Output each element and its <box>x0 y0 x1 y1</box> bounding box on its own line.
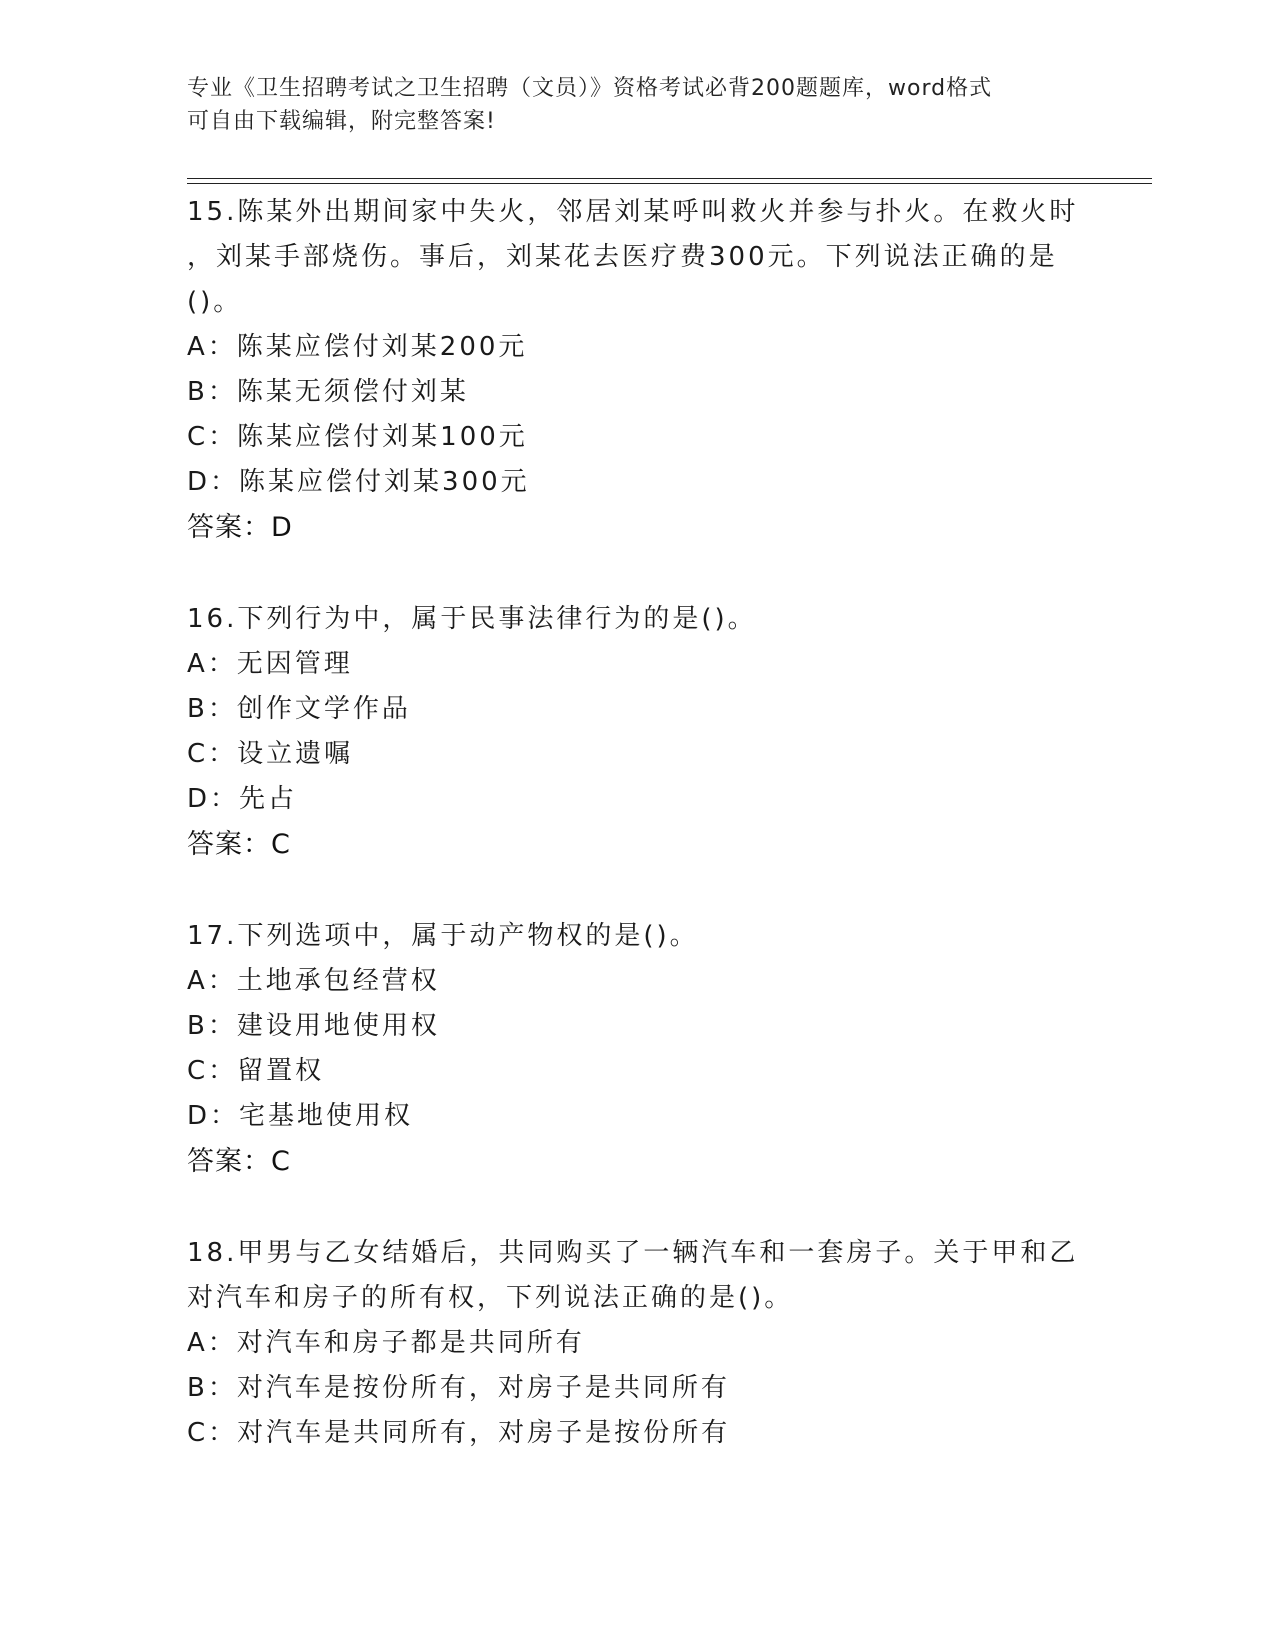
question-text-line: 对汽车和房子的所有权，下列说法正确的是()。 <box>187 1283 794 1313</box>
question-text-line: ()。 <box>187 287 243 317</box>
option-b: B：创作文学作品 <box>187 694 411 724</box>
option-b: B：建设用地使用权 <box>187 1011 440 1041</box>
spacer <box>187 868 1087 914</box>
option-c: C：陈某应偿付刘某100元 <box>187 422 528 452</box>
answer: 答案：C <box>187 829 291 860</box>
question-text-line: 18.甲男与乙女结婚后，共同购买了一辆汽车和一套房子。关于甲和乙 <box>187 1238 1079 1268</box>
header-line-2: 可自由下载编辑，附完整答案! <box>187 109 496 134</box>
option-c: C：设立遗嘱 <box>187 739 354 769</box>
document-header <box>187 72 1067 138</box>
question-text-line: 17.下列选项中，属于动产物权的是()。 <box>187 921 699 951</box>
header-divider-top <box>187 178 1152 179</box>
spacer <box>187 551 1087 597</box>
option-d: D：宅基地使用权 <box>187 1101 414 1131</box>
option-a: A：对汽车和房子都是共同所有 <box>187 1328 585 1358</box>
question-15 <box>187 190 1087 551</box>
option-c: C：留置权 <box>187 1056 325 1086</box>
header-line-1: 专业《卫生招聘考试之卫生招聘（文员）》资格考试必背200题题库，word格式 <box>187 76 993 101</box>
question-16 <box>187 597 1087 868</box>
question-text-line: 15.陈某外出期间家中失火，邻居刘某呼叫救火并参与扑火。在救火时 <box>187 197 1079 227</box>
spacer <box>187 1185 1087 1231</box>
option-b: B：对汽车是按份所有，对房子是共同所有 <box>187 1373 730 1403</box>
question-text-line: 16.下列行为中，属于民事法律行为的是()。 <box>187 604 757 634</box>
question-text-line: ，刘某手部烧伤。事后，刘某花去医疗费300元。下列说法正确的是 <box>187 242 1058 272</box>
answer: 答案：C <box>187 1146 291 1177</box>
question-list <box>187 190 1087 1456</box>
question-18 <box>187 1231 1087 1456</box>
option-d: D：陈某应偿付刘某300元 <box>187 467 530 497</box>
option-b: B：陈某无须偿付刘某 <box>187 377 469 407</box>
option-a: A：无因管理 <box>187 649 353 679</box>
option-a: A：土地承包经营权 <box>187 966 440 996</box>
question-17 <box>187 914 1087 1185</box>
option-c: C：对汽车是共同所有，对房子是按份所有 <box>187 1418 731 1448</box>
answer: 答案：D <box>187 512 293 543</box>
option-d: D：先占 <box>187 784 298 814</box>
option-a: A：陈某应偿付刘某200元 <box>187 332 528 362</box>
header-divider-bottom <box>187 183 1152 184</box>
